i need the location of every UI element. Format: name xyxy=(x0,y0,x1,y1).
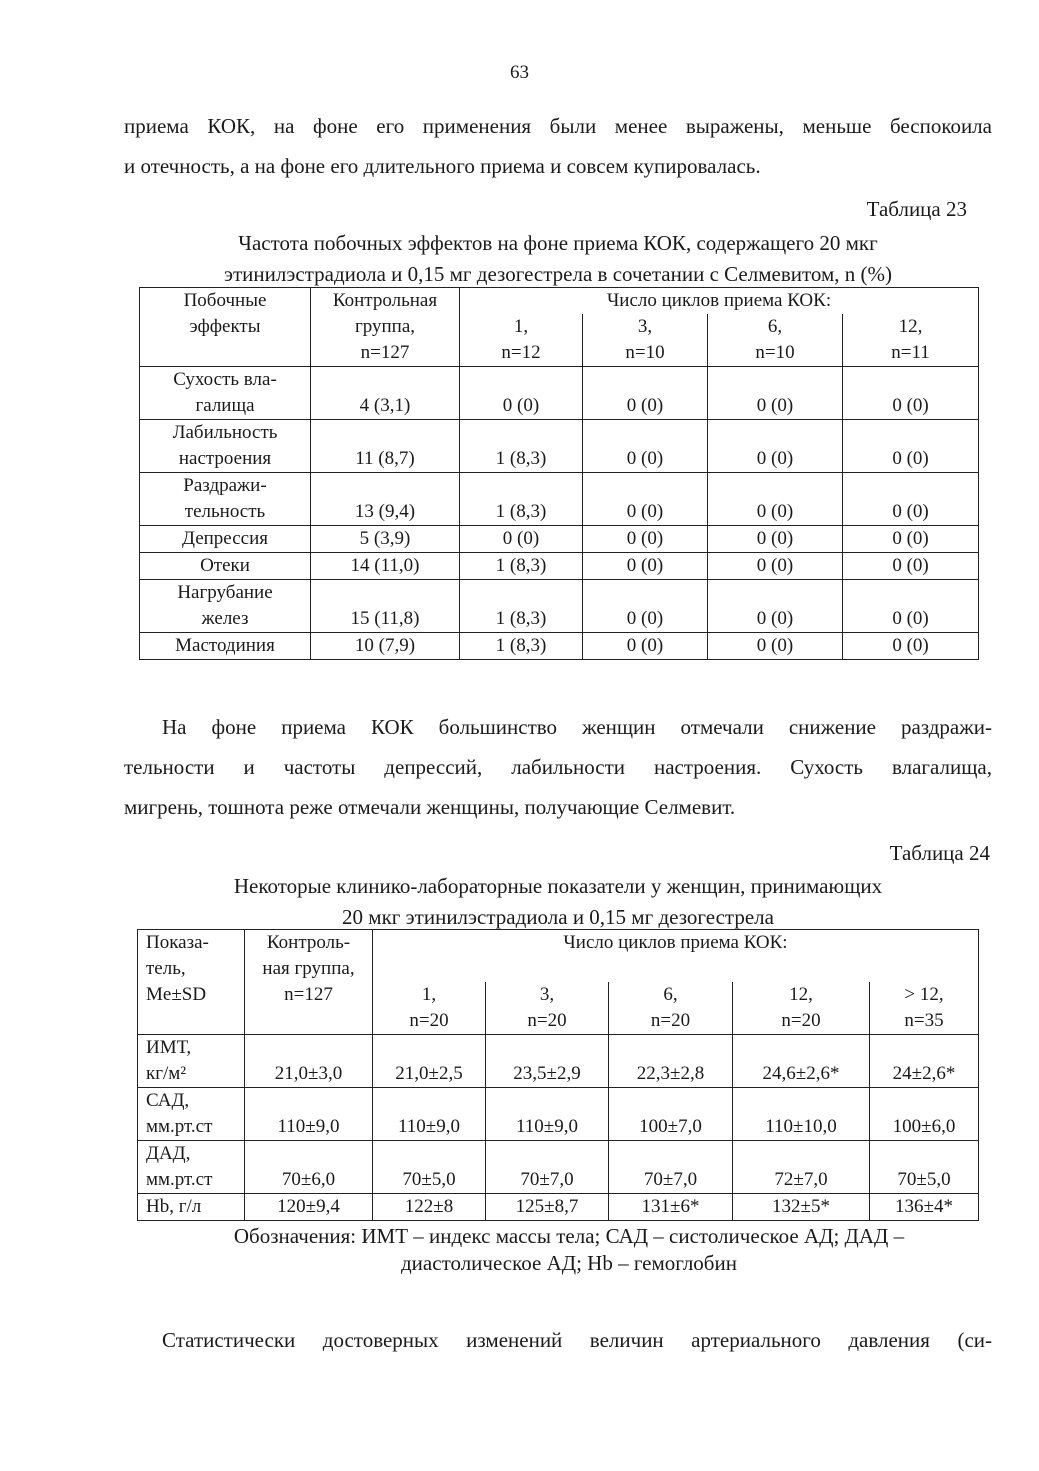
row-label: САД, мм.рт.ст xyxy=(138,1087,245,1140)
t23-header-effects: Побочные эффекты xyxy=(140,288,311,367)
row-label: Сухость вла- галища xyxy=(140,367,311,420)
paragraph-2-line-1: На фоне приема КОК большинство женщин отмечали снижение раздражи- xyxy=(162,715,992,739)
paragraph-2-line-2: тельности и частоты депрессий, лабильности настроения. Сухость влагалища, xyxy=(124,755,992,779)
table-row: Отеки 14 (11,0) 1 (8,3) 0 (0) 0 (0) 0 (0) xyxy=(140,553,979,580)
table-24-caption-line-2: 20 мкг этинилэстрадиола и 0,15 мг дезогестрела xyxy=(342,905,774,929)
table-23-label: Таблица 23 xyxy=(866,197,967,221)
table-row: САД, мм.рт.ст 110±9,0 110±9,0 110±9,0 100±7,0 110±10,0 100±6,0 xyxy=(138,1087,979,1140)
table-row: Лабильность настроения 11 (8,7) 1 (8,3) 0 (0) 0 (0) 0 (0) xyxy=(140,420,979,473)
table-24-caption xyxy=(124,871,992,933)
t24-header-control: Контроль- ная группа, n=127 xyxy=(245,930,373,1035)
row-label: ДАД, мм.рт.ст xyxy=(138,1140,245,1193)
table-24 xyxy=(137,929,979,1221)
table-row: Нагрубание желез 15 (11,8) 1 (8,3) 0 (0) 0 (0) 0 (0) xyxy=(140,580,979,633)
paragraph-3-line-1: Статистически достоверных изменений величин артериального давления (си- xyxy=(162,1328,992,1352)
t24-header-cycles: Число циклов приема КОК: xyxy=(373,930,979,982)
t24-header-cycle-1: 1, n=20 xyxy=(373,982,486,1035)
t23-header-cycles: Число циклов приема КОК: xyxy=(460,288,979,315)
table-24-label: Таблица 24 xyxy=(889,841,990,865)
paragraph-1 xyxy=(124,106,992,186)
row-label: Отеки xyxy=(140,553,311,580)
page-number: 63 xyxy=(510,62,529,83)
row-label: Нагрубание желез xyxy=(140,580,311,633)
row-label: ИМТ, кг/м² xyxy=(138,1034,245,1087)
table-23-caption-line-2: этинилэстрадиола и 0,15 мг дезогестрела в сочетании с Селмевитом, n (%) xyxy=(223,262,892,286)
paragraph-2-line-3: мигрень, тошнота реже отмечали женщины, получающие Селмевит. xyxy=(124,795,736,819)
table-23-caption xyxy=(124,228,992,290)
table-row: Мастодиния 10 (7,9) 1 (8,3) 0 (0) 0 (0) 0 (0) xyxy=(140,633,979,660)
paragraph-1-line-2: и отечность, а на фоне его длительного приема и совсем купировалась. xyxy=(124,154,761,178)
row-label: Лабильность настроения xyxy=(140,420,311,473)
table-24-caption-line-1: Некоторые клинико-лабораторные показатели у женщин, принимающих xyxy=(233,874,883,898)
table-row: Раздражи- тельность 13 (9,4) 1 (8,3) 0 (0) 0 (0) 0 (0) xyxy=(140,473,979,526)
table-row: Hb, г/л 120±9,4 122±8 125±8,7 131±6* 132±5* 136±4* xyxy=(138,1193,979,1220)
paragraph-2 xyxy=(124,707,992,827)
row-label: Hb, г/л xyxy=(138,1193,245,1220)
paragraph-3 xyxy=(124,1320,992,1360)
table-23-caption-line-1: Частота побочных эффектов на фоне приема КОК, содержащего 20 мкг xyxy=(238,231,878,255)
t23-header-cycle-12: 12, n=11 xyxy=(843,314,979,367)
t23-header-control: Контрольная группа, n=127 xyxy=(311,288,460,367)
table-24-note-line-1: Обозначения: ИМТ – индекс массы тела; САД – систолическое АД; ДАД – xyxy=(233,1224,905,1248)
paragraph-1-line-1: приема КОК, на фоне его применения были менее выражены, меньше беспокоила xyxy=(124,114,992,138)
t24-header-cycle-3: 3, n=20 xyxy=(486,982,609,1035)
t23-header-cycle-6: 6, n=10 xyxy=(708,314,843,367)
row-label: Депрессия xyxy=(140,526,311,553)
table-row: ИМТ, кг/м² 21,0±3,0 21,0±2,5 23,5±2,9 22,3±2,8 24,6±2,6* 24±2,6* xyxy=(138,1034,979,1087)
t24-header-cycle-over-12: > 12, n=35 xyxy=(870,982,979,1035)
t24-header-indicator: Показа- тель, Me±SD xyxy=(138,930,245,1035)
table-24-note-line-2: диастолическое АД; Hb – гемоглобин xyxy=(401,1251,737,1275)
t24-header-cycle-12: 12, n=20 xyxy=(733,982,870,1035)
t23-header-cycle-1: 1, n=12 xyxy=(460,314,583,367)
t23-header-cycle-3: 3, n=10 xyxy=(583,314,708,367)
table-row: Депрессия 5 (3,9) 0 (0) 0 (0) 0 (0) 0 (0) xyxy=(140,526,979,553)
table-row: ДАД, мм.рт.ст 70±6,0 70±5,0 70±7,0 70±7,0 72±7,0 70±5,0 xyxy=(138,1140,979,1193)
table-23 xyxy=(139,287,979,660)
table-24-note xyxy=(124,1223,1014,1277)
t24-header-cycle-6: 6, n=20 xyxy=(609,982,733,1035)
table-row: Сухость вла- галища 4 (3,1) 0 (0) 0 (0) 0 (0) 0 (0) xyxy=(140,367,979,420)
row-label: Раздражи- тельность xyxy=(140,473,311,526)
row-label: Мастодиния xyxy=(140,633,311,660)
